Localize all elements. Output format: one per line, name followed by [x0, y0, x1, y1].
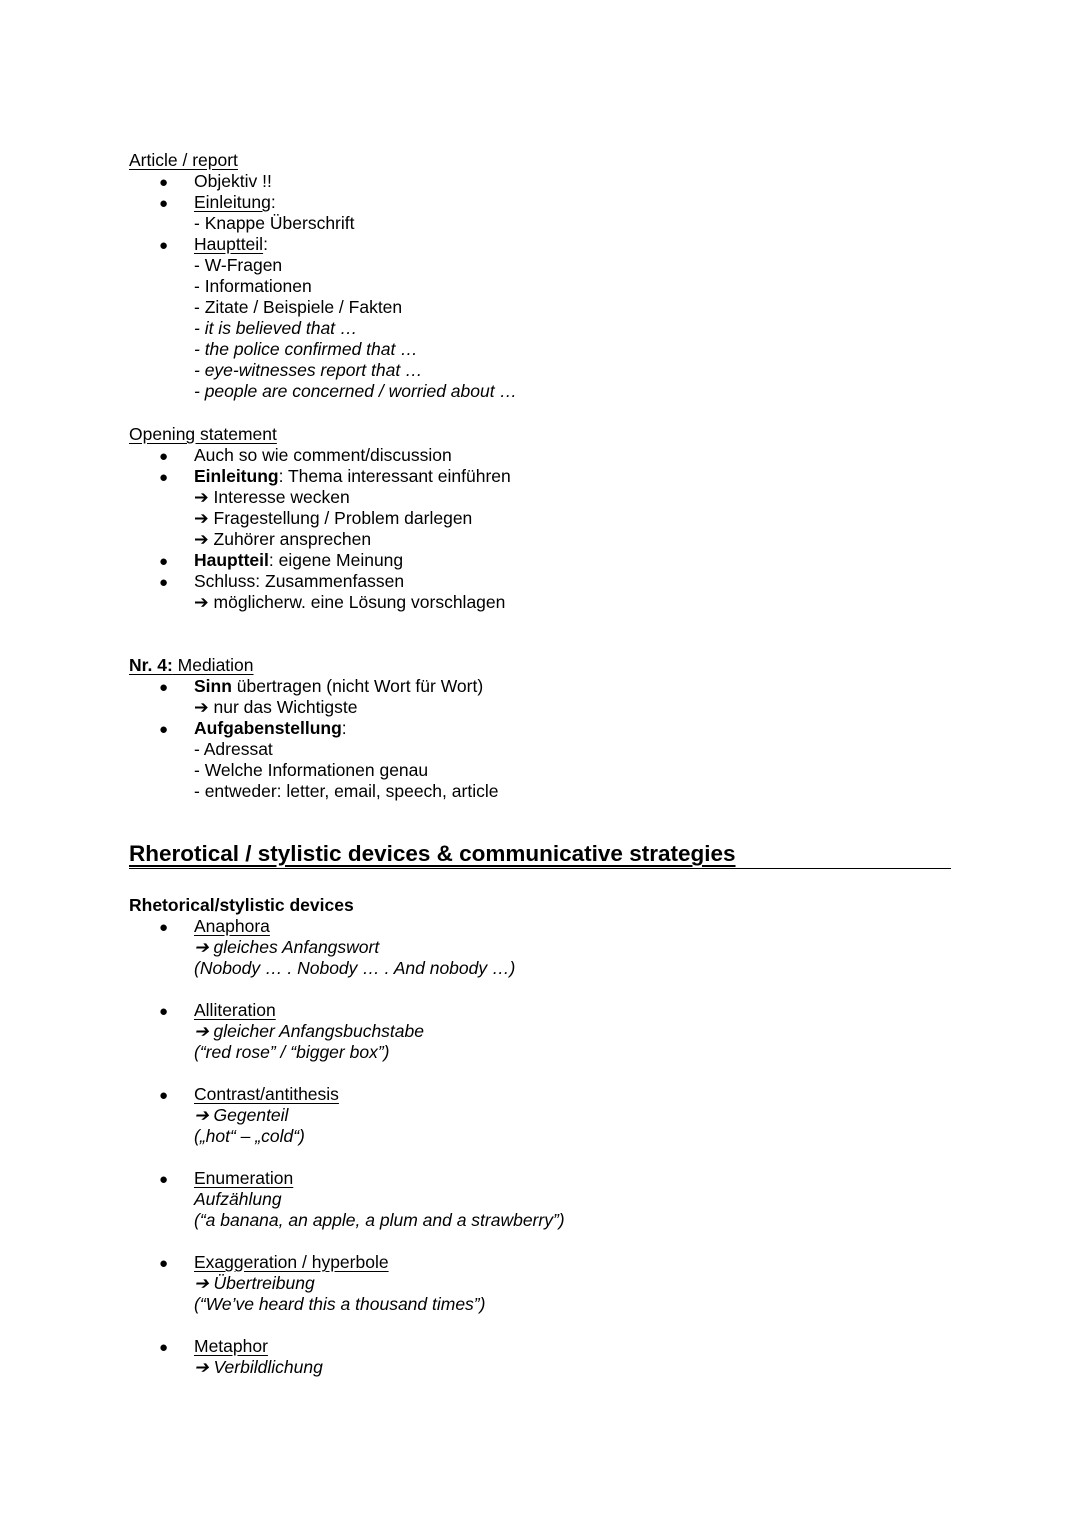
bullet-icon: ●: [159, 553, 169, 570]
bullet-icon: ●: [159, 174, 169, 191]
bullet-icon: ●: [159, 237, 169, 254]
section-opening: [129, 424, 959, 613]
list-item: ● Exaggeration / hyperbole ➔ Übertreibung (“We’ve heard this a thousand times”): [159, 1252, 486, 1314]
section-title-mediation: Nr. 4: Mediation: [129, 655, 254, 675]
bullet-icon: ●: [159, 574, 169, 591]
bullet-icon: ●: [159, 679, 169, 696]
bullet-icon: ●: [159, 919, 169, 936]
list-item: ● Enumeration Aufzählung (“a banana, an apple, a plum and a strawberry”): [159, 1168, 565, 1230]
list-item: ● Auch so wie comment/discussion: [159, 445, 452, 465]
article-list: [129, 171, 959, 402]
mediation-list: [129, 676, 959, 802]
bullet-icon: ●: [159, 721, 169, 738]
devices-list: [129, 916, 959, 1378]
list-item: ● Schluss: Zusammenfassen ➔ möglicherw. eine Lösung vorschlagen: [159, 571, 506, 612]
bullet-icon: ●: [159, 469, 169, 486]
list-item: ● Alliteration ➔ gleicher Anfangsbuchstabe (“red rose” / “bigger box”): [159, 1000, 424, 1062]
list-item: ● Sinn übertragen (nicht Wort für Wort) ➔ nur das Wichtigste: [159, 676, 484, 717]
document-page: [129, 150, 959, 1378]
devices-heading: Rherotical / stylistic devices & communicative strategies: [129, 840, 951, 869]
bullet-icon: ●: [159, 1003, 169, 1020]
list-item: ● Hauptteil: - W-Fragen - Informationen - Zitate / Beispiele / Fakten - it is believed that … - the police confirmed that … - eye-witnesses report that … - people are concerned / worried about …: [159, 234, 517, 401]
section-mediation: [129, 655, 959, 802]
list-item: ● Objektiv !!: [159, 171, 272, 191]
section-title-opening: Opening statement: [129, 424, 277, 444]
list-item: ● Einleitung: Thema interessant einführen ➔ Interesse wecken ➔ Fragestellung / Problem darlegen ➔ Zuhörer ansprechen: [159, 466, 511, 549]
list-item: ● Contrast/antithesis ➔ Gegenteil („hot“ – „cold“): [159, 1084, 339, 1146]
bullet-icon: ●: [159, 1171, 169, 1188]
section-title-devices: Rhetorical/stylistic devices: [129, 895, 354, 915]
opening-list: [129, 445, 959, 613]
section-devices: [129, 895, 959, 1378]
list-item: ● Einleitung: - Knappe Überschrift: [159, 192, 355, 233]
list-item: ● Hauptteil: eigene Meinung: [159, 550, 404, 570]
bullet-icon: ●: [159, 448, 169, 465]
section-title-article: Article / report: [129, 150, 238, 170]
bullet-icon: ●: [159, 195, 169, 212]
bullet-icon: ●: [159, 1087, 169, 1104]
bullet-icon: ●: [159, 1255, 169, 1272]
list-item: ● Anaphora ➔ gleiches Anfangswort (Nobody … . Nobody … . And nobody …): [159, 916, 516, 978]
list-item: ● Aufgabenstellung: - Adressat - Welche Informationen genau - entweder: letter, email, speech, article: [159, 718, 499, 801]
list-item: ● Metaphor ➔ Verbildlichung: [159, 1336, 323, 1377]
bullet-icon: ●: [159, 1339, 169, 1356]
section-article: [129, 150, 959, 402]
